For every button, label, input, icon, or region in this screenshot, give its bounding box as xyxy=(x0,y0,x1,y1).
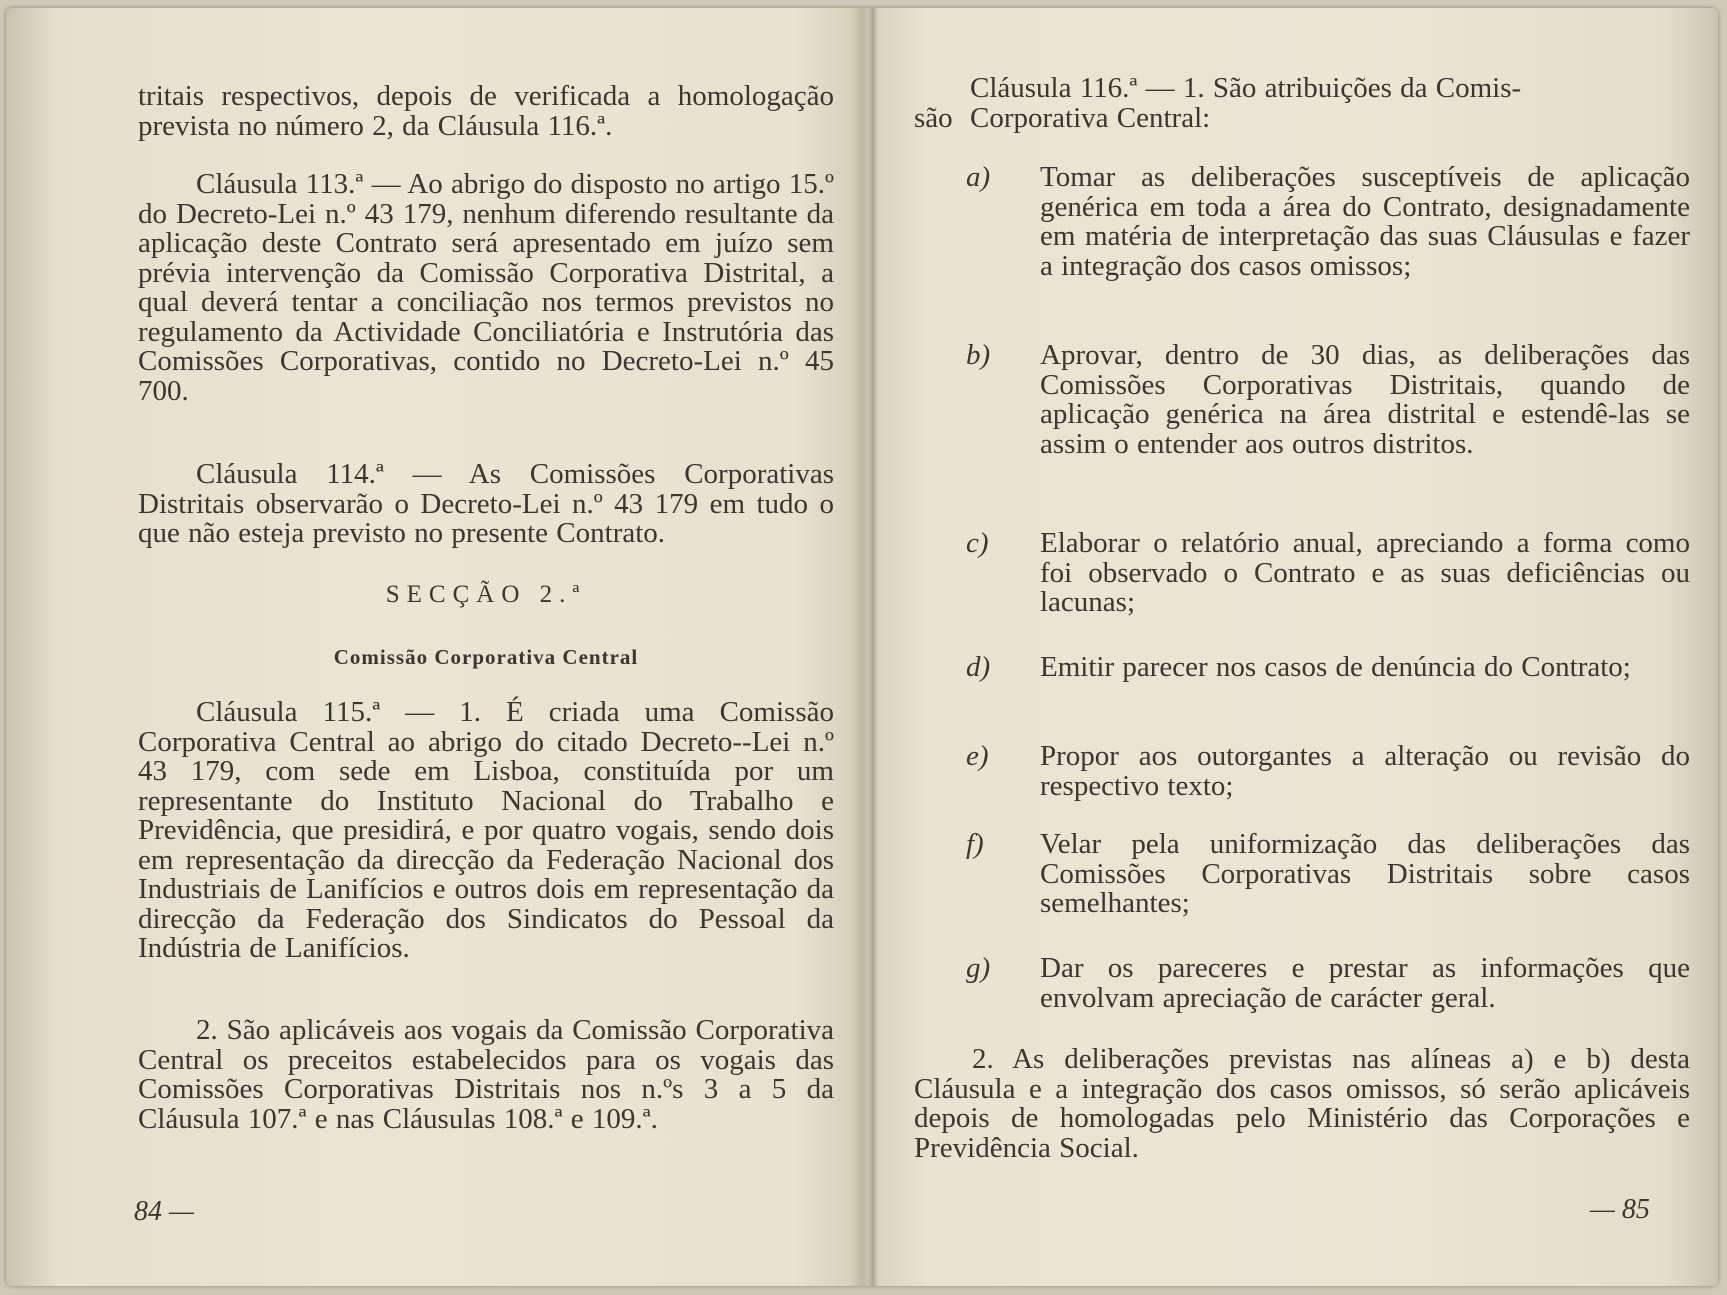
book-spread xyxy=(6,8,1718,1286)
clausula-116-intro-line2: Corporativa Central: xyxy=(970,102,1211,134)
item-g: Dar os pareceres e prestar as informações que envolvam apreciação de carácter geral. xyxy=(1040,952,1690,1014)
paragraph-clausula-115-item-2: 2. São aplicáveis aos vogais da Comissão Corporativa Central os preceitos estabelecidos para os vogais das Comissões Corporativas Distritais nos n.ºs 3 a 5 da Cláusula 107.ª e nas Cláusulas 108.ª e 109.ª. xyxy=(138,1014,834,1135)
item-e: Propor aos outorgantes a alteração ou revisão do respectivo texto; xyxy=(1040,740,1690,802)
item-b: Aprovar, dentro de 30 dias, as deliberações das Comissões Corporativas Distritais, quando de aplicação genérica na área distrital e estendê-las se assim o entender aos outros distritos. xyxy=(1040,339,1690,460)
item-d: Emitir parecer nos casos de denúncia do Contrato; xyxy=(1040,651,1631,683)
item-letter-g: g) xyxy=(966,952,991,984)
paragraph-clausula-116-item-2: 2. As deliberações previstas nas alíneas a) e b) desta Cláusula e a integração dos casos omissos, só serão aplicáveis depois de homologadas pelo Ministério das Corporações e Previdência Social. xyxy=(914,1043,1690,1164)
page-number-right: — 85 xyxy=(1590,1194,1650,1225)
page-number-left: 84 — xyxy=(134,1196,194,1227)
item-letter-c: c) xyxy=(966,527,989,559)
item-letter-a: a) xyxy=(966,161,991,193)
item-letter-d: d) xyxy=(966,651,991,683)
item-a: Tomar as deliberações susceptíveis de aplicação genérica em toda a área do Contrato, designadamente em matéria de interpretação das suas Cláusulas e fazer a integração dos casos omissos; xyxy=(1040,161,1690,282)
right-page xyxy=(874,8,1718,1286)
paragraph-clausula-115: Cláusula 115.ª — 1. É criada uma Comissão Corporativa Central ao abrigo do citado Decreto--Lei n.º 43 179, com sede em Lisboa, constituída por um representante do Instituto Nacional do Trabalho e Previdência, que presidirá, e por quatro vogais, sendo dois em representação da direcção da Federação Nacional dos Industriais de Lanifícios e outros dois em representação da direcção da Federação dos Sindicatos do Pessoal da Indústria de Lanifícios. xyxy=(138,696,834,964)
item-c: Elaborar o relatório anual, apreciando a forma como foi observado o Contrato e as suas deficiências ou lacunas; xyxy=(1040,527,1690,618)
item-f: Velar pela uniformização das deliberações das Comissões Corporativas Distritais sobre casos semelhantes; xyxy=(1040,828,1690,919)
section-heading: SECÇÃO 2.ª xyxy=(385,581,587,608)
paragraph-continuation: tritais respectivos, depois de verificada a homologação prevista no número 2, da Cláusula 116.ª. xyxy=(138,80,834,142)
item-letter-f: f) xyxy=(966,828,984,860)
item-letter-e: e) xyxy=(966,740,989,772)
paragraph-clausula-114: Cláusula 114.ª — As Comissões Corporativas Distritais observarão o Decreto-Lei n.º 43 179 em tudo o que não esteja previsto no presente Contrato. xyxy=(138,458,834,549)
clausula-116-intro-line1: Cláusula 116.ª — 1. São atribuições da Comis- xyxy=(970,72,1522,104)
clausula-116-intro-label: são xyxy=(914,102,953,134)
paragraph-clausula-113: Cláusula 113.ª — Ao abrigo do disposto no artigo 15.º do Decreto-Lei n.º 43 179, nenhum diferendo resultante da aplicação deste Contrato será apresentado em juízo sem prévia intervenção da Comissão Corporativa Distrital, a qual deverá tentar a conciliação nos termos previstos no regulamento da Actividade Conciliatória e Instrutória das Comissões Corporativas, contido no Decreto-Lei n.º 45 700. xyxy=(138,168,834,407)
left-page xyxy=(6,8,872,1286)
section-title: Comissão Corporativa Central xyxy=(333,645,639,669)
item-letter-b: b) xyxy=(966,339,991,371)
